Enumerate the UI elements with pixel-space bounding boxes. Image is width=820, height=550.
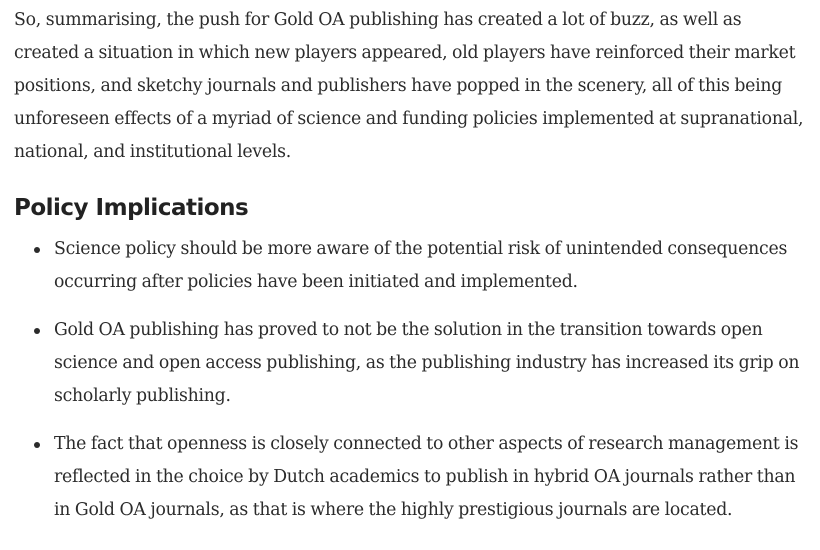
list-item-text: Gold OA publishing has proved to not be the solution in the transition towards open science and open access publishing, as the publishing industry has increased its grip on scholarly publishing. [54, 320, 800, 406]
summary-paragraph: So, summarising, the push for Gold OA publishing has created a lot of buzz, as well as created a situation in which new players appeared, old players have reinforced their market positions, and sketchy journals and publishers have popped in the scenery, all of this being unforeseen effects of a myriad of science and funding policies implemented at supranational, national, and institutional levels. [14, 10, 804, 162]
list-item [14, 314, 809, 413]
policy-implications-list [14, 233, 809, 527]
list-item-text: The fact that openness is closely connected to other aspects of research management is reflected in the choice by Dutch academics to publish in hybrid OA journals rather than in Gold OA journals, as that is where the highly prestigious journals are located. [54, 434, 799, 520]
bullet-icon [34, 328, 40, 334]
article-content [14, 4, 809, 542]
list-item [14, 233, 809, 299]
policy-implications-heading: Policy Implications [14, 195, 249, 221]
bullet-icon [34, 442, 40, 448]
list-item-text: Science policy should be more aware of the potential risk of unintended consequences occurring after policies have been initiated and implemented. [54, 239, 788, 292]
list-item [14, 428, 809, 527]
bullet-icon [34, 247, 40, 253]
